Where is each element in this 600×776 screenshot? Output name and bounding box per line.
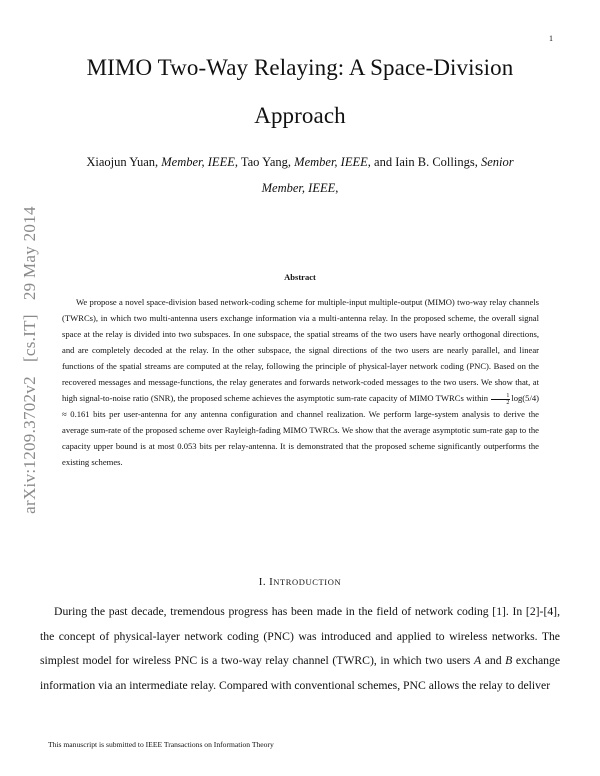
abstract-math: log(5/4) ≈ 0.161 [62,393,539,419]
var-b: B [505,654,513,667]
fraction [491,393,510,406]
body-text [40,600,560,698]
section-title-rest: NTRODUCTION [273,577,342,587]
body-and: and [484,654,502,667]
section-number: I. [258,576,266,588]
author-list [40,149,560,201]
body-part-2: exchange information via an intermediate relay. Compared with conventional schemes, PNC allows the relay to deliver [40,654,561,692]
arxiv-date: 29 May 2014 [20,206,39,301]
author-1: Xiaojun Yuan, [86,155,159,169]
abstract-part-1: We propose a novel space-division based network-coding scheme for multiple-input multiple-output (MIMO) two-way relay channels (TWRCs), in which two multi-antenna users exchange information via a multi-antenna relay. In the proposed scheme, the overall signal space at the relay is divided into two subspaces. In one subspace, the spatial streams of the two users have nearly orthogonal directions, and are completely decoded at the relay. In the other subspace, the signal directions of the two users are nearly parallel, and linear functions of the spatial streams are computed at the relay, following the principle of physical-layer network coding (PNC). Based on the recovered messages and message-functions, the relay generates and forwards network-coded messages to the two users. We show that, at high signal-to-noise ratio (SNR), the proposed scheme achieves the asymptotic sum-rate capacity of MIMO TWRCs within [62,297,539,403]
author-3: , and Iain B. Collings, [367,155,478,169]
body-part-1: During the past decade, tremendous progress has been made in the field of network coding [1]. In [2]-[4], the concept of physical-layer network coding (PNC) was introduced and applied to wireless networks. The simplest model for wireless PNC is a two-way relay channel (TWRC), in which two users [40,605,560,667]
abstract-part-2: bits per user-antenna for any antenna configuration and channel realization. We perform large-system analysis to derive the average sum-rate of the proposed scheme over Rayleigh-fading MIMO TWRCs. We show that the average asymptotic sum-rate gap to the capacity upper bound is at most 0.053 bits per relay-antenna. It is demonstrated that the proposed scheme significantly outperforms the existing schemes. [62,409,539,467]
author-1-role: Member, IEEE [161,155,235,169]
arxiv-id: arXiv:1209.3702v2 [20,376,39,514]
fraction-numerator: 1 [491,393,510,400]
section-title-initial: I [269,576,274,588]
footnote: This manuscript is submitted to IEEE Transactions on Information Theory [48,740,274,749]
author-list-tail: , [335,181,339,195]
arxiv-stamp [20,180,40,540]
arxiv-category: [cs.IT] [20,314,39,363]
author-3-role-a: Senior [480,155,514,169]
abstract-text [62,294,539,470]
abstract-heading: Abstract [284,272,316,282]
author-3-role-b: Member, IEEE [261,181,336,195]
paper-title-line-1: MIMO Two-Way Relaying: A Space-Division [86,55,514,80]
page-number: 1 [549,34,553,43]
fraction-denominator: 2 [506,399,510,406]
author-2: , Tao Yang, [234,155,292,169]
section-heading [40,576,560,588]
var-a: A [473,654,482,667]
author-2-role: Member, IEEE [294,155,368,169]
paper-title-line-2: Approach [254,103,346,128]
